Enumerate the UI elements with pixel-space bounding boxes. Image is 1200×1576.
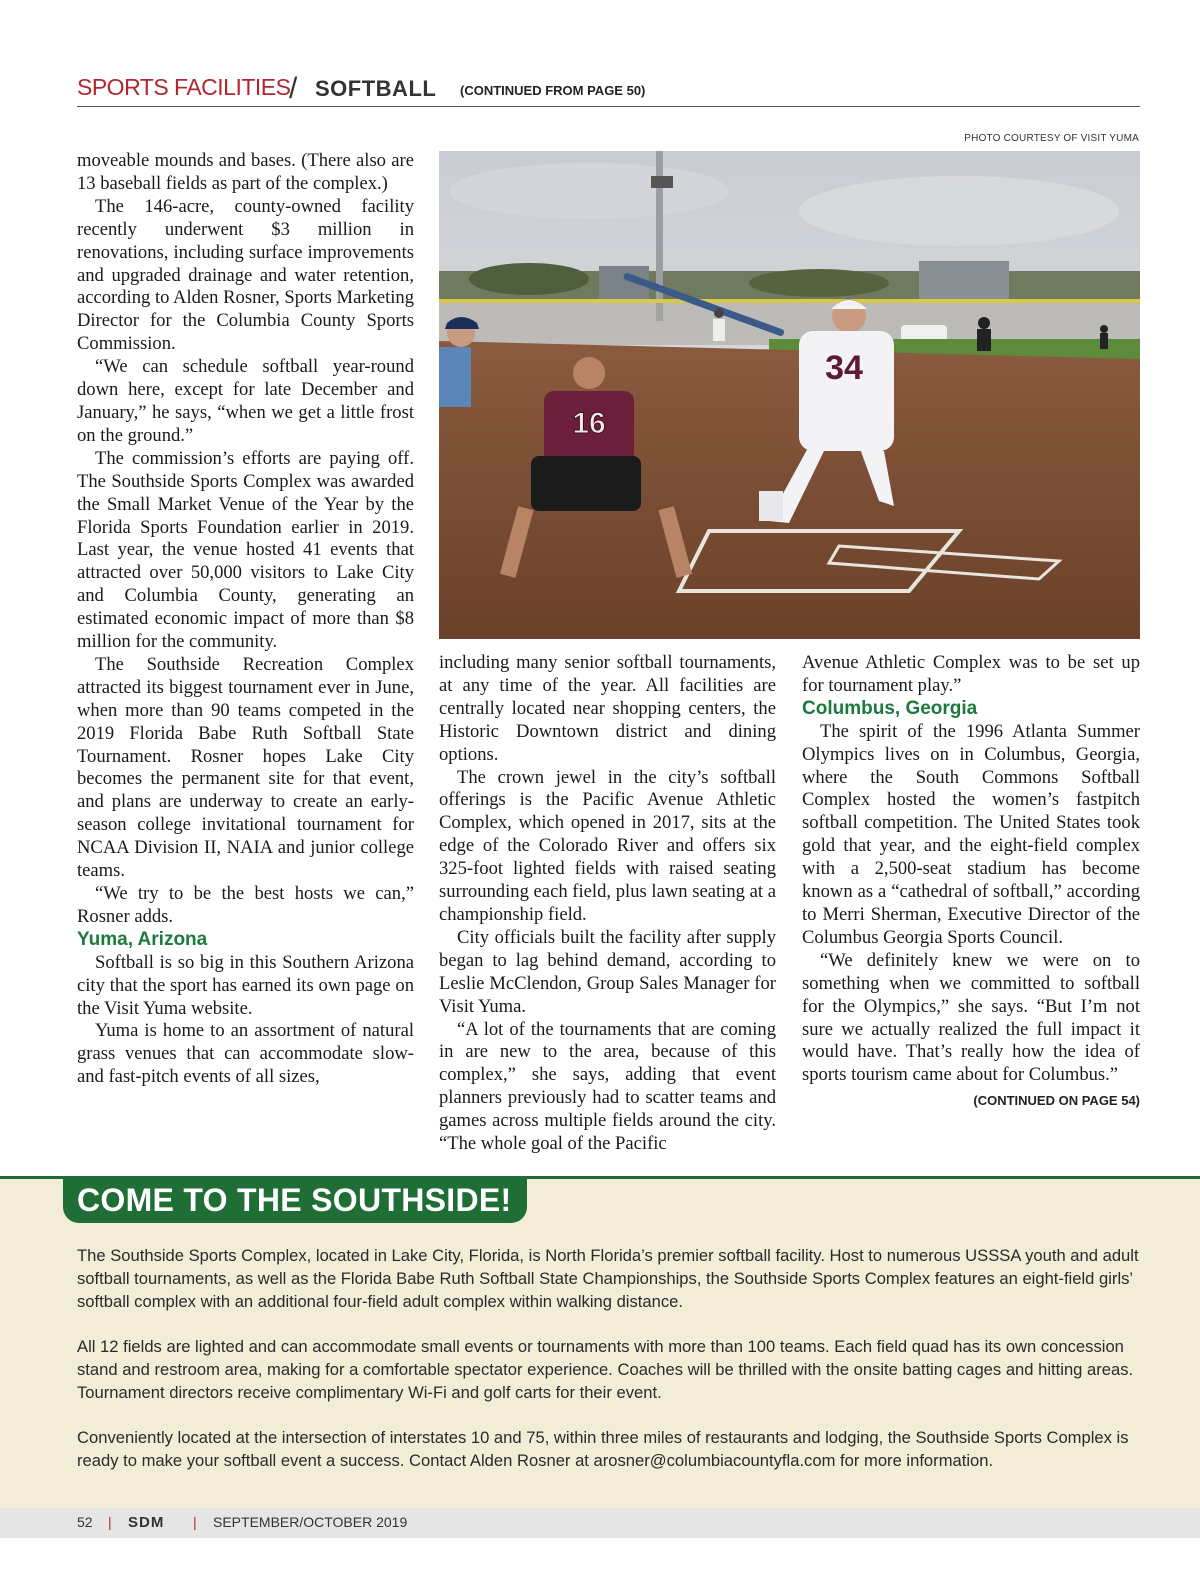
sidebar-title: COME TO THE SOUTHSIDE! [63,1177,527,1223]
paragraph: The crown jewel in the city’s softball offerings is the Pacific Avenue Athletic Complex, which opened in 2017, sits at the edge of the Colorado River and offers six 325-foot lighted fields with raised seating surrounding each field, plus lawn seating at a championship field. [439,766,776,925]
softball-photo [439,151,1140,639]
page-header [77,72,1140,107]
article-column-2 [439,652,776,1156]
softball-game-illustration [439,151,1140,639]
sidebar-paragraph: Conveniently located at the intersection of interstates 10 and 75, within three miles of restaurants and lodging, the Southside Sports Complex is ready to make your softball event a success. Contact Alden Rosner at arosner@columbiacountyfla.com for more information. [77,1428,1129,1470]
photo-credit: PHOTO COURTESY OF VISIT YUMA [964,133,1139,144]
paragraph: The spirit of the 1996 Atlanta Summer Olympics lives on in Columbus, Georgia, where the South Commons Softball Complex hosted the women’s fastpitch softball competition. The United States took gold that year, and the eight-field complex with a 2,500-seat stadium has become known as a “cathedral of softball,” according to Merri Sherman, Executive Director of the Columbus Georgia Sports Council. [802,720,1140,948]
section-label: SPORTS FACILITIES [77,74,291,100]
paragraph: The Southside Recreation Complex attracted its biggest tournament ever in June, when more than 90 teams competed in the 2019 Florida Babe Ruth Softball State Tournament. Rosner hopes Lake City becomes the permanent site for that event, and plans are underway to create an early-season college invitational tournament for NCAA Division II, NAIA and junior college teams. [77,653,414,882]
footer-separator: | [193,1514,197,1530]
paragraph: “We try to be the best hosts we can,” Rosner adds. [77,883,414,927]
footer-separator: | [108,1514,112,1530]
page-number: 52 [77,1514,93,1530]
paragraph [802,949,1140,1109]
continued-from-note: (CONTINUED FROM PAGE 50) [460,83,646,98]
paragraph: The 146-acre, county-owned facility recently underwent $3 million in renovations, including surface improvements and upgraded drainage and water retention, according to Alden Rosner, Sports Marketing Director for the Columbia County Sports Commission. [77,195,414,355]
paragraph: The commission’s efforts are paying off. The Southside Sports Complex was awarded the Small Market Venue of the Year by the Florida Sports Foundation earlier in 2019. Last year, the venue hosted 41 events that attracted over 50,000 visitors to Lake City and Columbia County, generating an estimated economic impact of more than $8 million for the community. [77,447,414,653]
paragraph: Softball is so big in this Southern Arizona city that the sport has earned its own page on the Visit Yuma website. [77,951,414,1019]
paragraph: Avenue Athletic Complex was to be set up for tournament play.” [802,652,1140,696]
paragraph: including many senior softball tournaments, at any time of the year. All facilities are centrally located near shopping centers, the Historic Downtown district and dining options. [439,652,776,765]
topic-label: SOFTBALL [315,76,437,101]
article-column-1 [77,150,414,1089]
paragraph: “We can schedule softball year-round down here, except for late December and January,” he says, “when we get a little frost on the ground.” [77,356,414,446]
magazine-name: SDM [128,1514,165,1531]
subhead-columbus: Columbus, Georgia [802,697,978,719]
paragraph: “A lot of the tournaments that are coming in are new to the area, because of this complex,” she says, adding that event planners previously had to scatter teams and games across multiple fields around the city. “The whole goal of the Pacific [439,1018,776,1155]
subhead-yuma: Yuma, Arizona [77,928,208,950]
paragraph: moveable mounds and bases. (There also are 13 baseball fields as part of the complex.) [77,150,414,194]
page-footer [0,1508,1200,1538]
paragraph: Yuma is home to an assortment of natural grass venues that can accommodate slow- and fast-pitch events of all sizes, [77,1020,414,1088]
issue-date: SEPTEMBER/OCTOBER 2019 [213,1514,408,1530]
paragraph: City officials built the facility after supply began to lag behind demand, according to Leslie McClendon, Group Sales Manager for Visit Yuma. [439,926,776,1017]
sidebar-paragraph: All 12 fields are lighted and can accommodate small events or tournaments with more than 100 teams. Each field quad has its own concession stand and restroom area, making for a comfortable spectator experience. Coaches will be thrilled with the onsite batting cages and hitting areas. Tournament directors receive complimentary Wi-Fi and golf carts for their event. [77,1337,1134,1402]
header-slash: / [289,72,298,105]
paragraph-text: “We definitely knew we were on to something when we committed to softball for the Olympics,” she says. “But I’m not sure we actually realized the full impact it would have. That’s really how the idea of sports tourism came about for Columbus.” [802,949,1140,1086]
batter-jersey-number: 34 [825,349,863,387]
sidebar-body [77,1244,1140,1494]
catcher-jersey-number: 16 [572,407,606,440]
continued-on-note: (CONTINUED ON PAGE 54) [973,1093,1140,1109]
article-column-3 [802,652,1140,1113]
sidebar-paragraph: The Southside Sports Complex, located in Lake City, Florida, is North Florida’s premier softball facility. Host to numerous USSSA youth and adult softball tournaments, as well as the Florida Babe Ruth Softball State Championships, the Southside Sports Complex features an eight-field girls’ softball complex with an additional four-field adult complex within walking distance. [77,1246,1139,1311]
